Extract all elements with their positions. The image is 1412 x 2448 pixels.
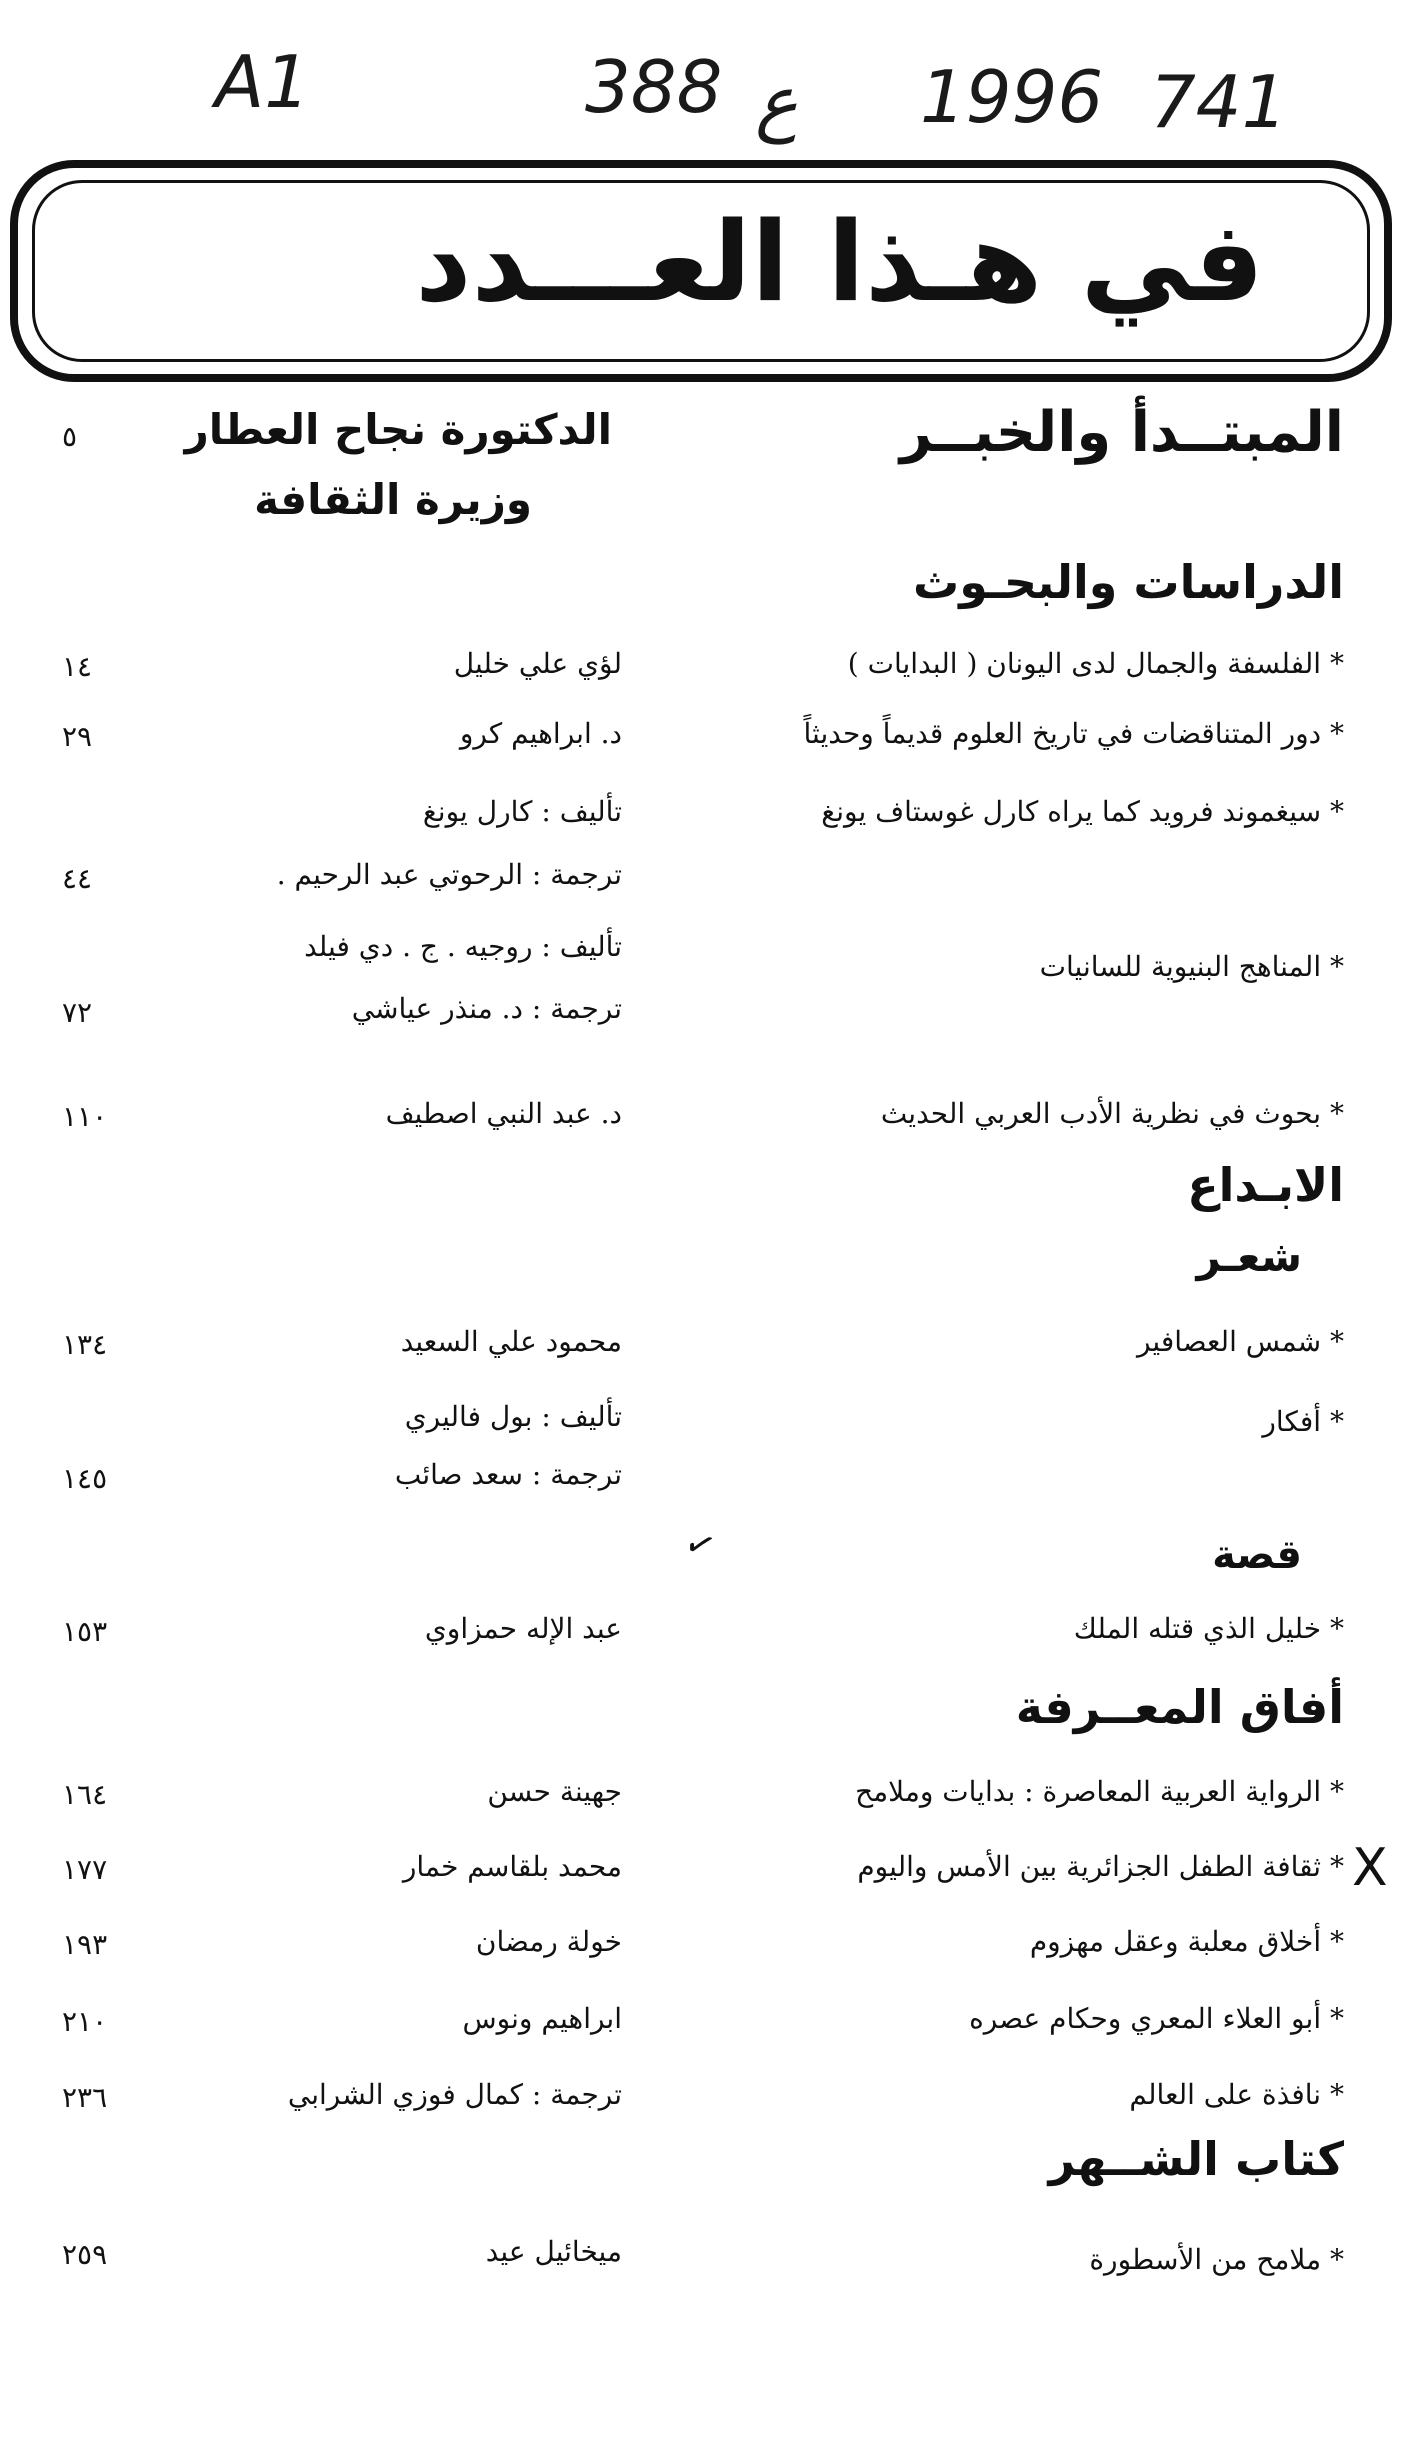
- toc-entry-title: * الفلسفة والجمال لدى اليونان ( البدايات ): [847, 647, 1344, 680]
- toc-entry-title: * ثقافة الطفل الجزائرية بين الأمس واليوم: [857, 1850, 1344, 1883]
- section-book-of-month: كتاب الشــهر: [1048, 2132, 1344, 2186]
- subsection-story: قصة: [1212, 1532, 1302, 1578]
- toc-entry-author-line2: ترجمة : الرحوتي عبد الرحيم .: [276, 858, 622, 891]
- toc-entry-page: ٢٣٦: [62, 2081, 108, 2114]
- toc-entry-title: * أبو العلاء المعري وحكام عصره: [969, 2002, 1344, 2035]
- handwritten-code-741: 741: [1150, 60, 1288, 144]
- toc-entry-title: * الرواية العربية المعاصرة : بدايات وملامح: [855, 1775, 1344, 1808]
- toc-entry-title: * المناهج البنيوية للسانيات: [1039, 950, 1344, 983]
- toc-entry-page: ٢٥٩: [62, 2238, 108, 2271]
- toc-entry-author: لؤي علي خليل: [453, 647, 622, 680]
- toc-entry-title: * أخلاق معلبة وعقل مهزوم: [1029, 1925, 1344, 1958]
- handwritten-x-mark: X: [1352, 1838, 1388, 1898]
- toc-entry-author: د. ابراهيم كرو: [459, 717, 622, 750]
- section-horizons: أفاق المعــرفة: [1015, 1680, 1344, 1734]
- toc-entry-page: ١١٠: [62, 1100, 108, 1133]
- editorial-page: ٥: [62, 420, 78, 453]
- toc-entry-title: * بحوث في نظرية الأدب العربي الحديث: [880, 1097, 1344, 1130]
- toc-entry-author-line1: تأليف : روجيه . ج . دي فيلد: [304, 930, 622, 963]
- toc-entry-page: ١٩٣: [62, 1928, 108, 1961]
- handwritten-code-1996: 1996: [920, 55, 1104, 139]
- toc-entry-page: ٤٤: [62, 862, 93, 895]
- toc-entry-author: ترجمة : كمال فوزي الشرابي: [287, 2078, 622, 2111]
- banner-title: في هـذا العـــدد: [415, 198, 1264, 326]
- subsection-poetry: شعـر: [1196, 1232, 1302, 1281]
- toc-entry-page: ١٤: [62, 650, 93, 683]
- toc-entry-author-line2: ترجمة : سعد صائب: [394, 1458, 622, 1491]
- handwritten-tick: ✓: [678, 1521, 722, 1570]
- toc-entry-page: ١٣٤: [62, 1328, 108, 1361]
- toc-entry-title: * أفكار: [1262, 1405, 1344, 1438]
- toc-entry-author-line2: ترجمة : د. منذر عياشي: [351, 992, 622, 1025]
- toc-entry-author-line1: تأليف : كارل يونغ: [422, 795, 622, 828]
- handwritten-code-a1: A1: [215, 40, 311, 124]
- toc-entry-author: د. عبد النبي اصطيف: [385, 1097, 622, 1130]
- title-banner: [10, 160, 1392, 382]
- editorial-author-line1: الدكتورة نجاح العطار: [184, 405, 612, 454]
- toc-entry-page: ١٦٤: [62, 1778, 108, 1811]
- toc-entry-title: * ملامح من الأسطورة: [1089, 2243, 1344, 2276]
- toc-entry-title: * سيغموند فرويد كما يراه كارل غوستاف يونغ: [821, 795, 1344, 828]
- editorial-heading: المبتــدأ والخبــر: [899, 400, 1344, 465]
- toc-entry-page: ٧٢: [62, 996, 93, 1029]
- handwritten-code-ain: ع: [755, 60, 798, 144]
- toc-entry-author: خولة رمضان: [475, 1925, 622, 1958]
- toc-entry-author: محمد بلقاسم خمار: [402, 1850, 622, 1883]
- toc-entry-author: ميخائيل عيد: [485, 2235, 622, 2268]
- toc-entry-author: جهينة حسن: [487, 1775, 622, 1808]
- section-studies: الدراسات والبحـوث: [913, 555, 1344, 609]
- section-creativity: الابـداع: [1187, 1158, 1344, 1212]
- toc-entry-page: ١٥٣: [62, 1615, 108, 1648]
- toc-entry-author-line1: تأليف : بول فاليري: [404, 1400, 622, 1433]
- toc-entry-author: عبد الإله حمزاوي: [424, 1612, 622, 1645]
- handwritten-code-388: 388: [585, 45, 723, 129]
- toc-entry-title: * شمس العصافير: [1136, 1325, 1344, 1358]
- toc-entry-title: * دور المتناقضات في تاريخ العلوم قديماً وحديثاً: [803, 717, 1344, 750]
- toc-entry-page: ١٤٥: [62, 1462, 108, 1495]
- toc-entry-page: ١٧٧: [62, 1853, 108, 1886]
- toc-entry-page: ٢١٠: [62, 2005, 108, 2038]
- toc-entry-author: ابراهيم ونوس: [462, 2002, 622, 2035]
- toc-entry-page: ٢٩: [62, 720, 93, 753]
- toc-entry-author: محمود علي السعيد: [400, 1325, 622, 1358]
- toc-entry-title: * خليل الذي قتله الملك: [1073, 1612, 1344, 1645]
- editorial-author-line2: وزيرة الثقافة: [254, 475, 532, 524]
- toc-entry-title: * نافذة على العالم: [1129, 2078, 1344, 2111]
